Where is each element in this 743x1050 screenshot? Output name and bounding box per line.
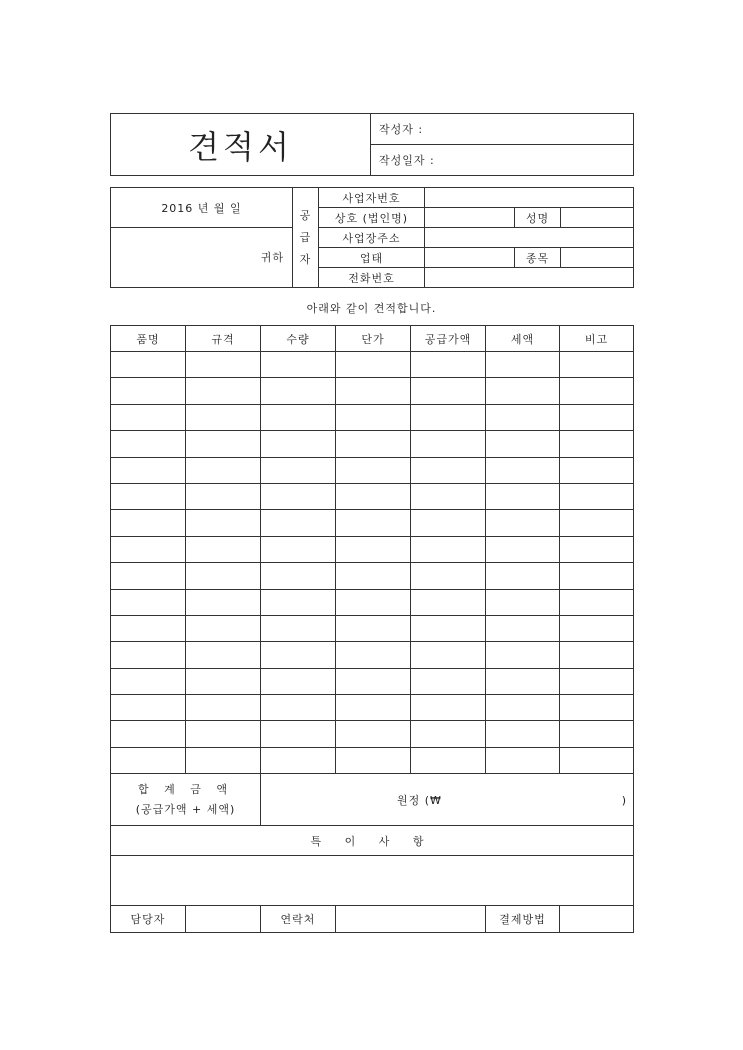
item-cell[interactable]: [336, 510, 411, 536]
item-cell[interactable]: [560, 721, 634, 747]
col-tax: 세액: [486, 326, 560, 352]
name-label: 성명: [515, 208, 561, 228]
items-table: [110, 325, 634, 933]
special-notes-row: [111, 856, 634, 906]
item-cell[interactable]: [186, 404, 261, 430]
table-row: [111, 510, 634, 536]
special-notes-field[interactable]: [111, 856, 634, 906]
table-row: [111, 404, 634, 430]
supplier-side-label: [293, 188, 319, 288]
contact-label: 연락처: [261, 906, 336, 933]
item-cell[interactable]: [486, 404, 560, 430]
item-cell[interactable]: [560, 378, 634, 404]
item-cell[interactable]: [186, 431, 261, 457]
item-cell[interactable]: [336, 457, 411, 483]
item-cell[interactable]: [411, 747, 486, 773]
item-cell[interactable]: [261, 431, 336, 457]
table-row: [111, 483, 634, 509]
business-item-value[interactable]: [561, 248, 634, 268]
table-row: [111, 695, 634, 721]
business-no-value[interactable]: [425, 188, 634, 208]
item-cell[interactable]: [336, 615, 411, 641]
won-prefix: 원정 (₩: [397, 793, 442, 807]
item-cell[interactable]: [336, 721, 411, 747]
address-label: 사업장주소: [319, 228, 425, 248]
special-notes-label: 특 이 사 항: [111, 826, 634, 856]
business-item-label: 종목: [515, 248, 561, 268]
item-cell[interactable]: [411, 589, 486, 615]
item-cell[interactable]: [261, 721, 336, 747]
item-cell[interactable]: [560, 510, 634, 536]
supplier-char-2: 급: [299, 230, 312, 244]
supplier-block: [110, 187, 634, 288]
item-cell[interactable]: [411, 404, 486, 430]
item-cell[interactable]: [411, 642, 486, 668]
item-cell[interactable]: [186, 668, 261, 694]
item-cell[interactable]: [411, 668, 486, 694]
item-cell[interactable]: [261, 563, 336, 589]
company-value[interactable]: [425, 208, 515, 228]
item-cell[interactable]: [261, 378, 336, 404]
item-cell[interactable]: [261, 457, 336, 483]
item-cell[interactable]: [560, 404, 634, 430]
item-cell[interactable]: [186, 457, 261, 483]
item-cell[interactable]: [261, 668, 336, 694]
phone-label: 전화번호: [319, 268, 425, 288]
item-cell[interactable]: [411, 431, 486, 457]
payment-label: 결제방법: [486, 906, 560, 933]
col-item-name: 품명: [111, 326, 186, 352]
won-suffix: ): [621, 793, 627, 807]
total-label-line2: (공급가액 + 세액): [135, 802, 236, 816]
table-row: [111, 747, 634, 773]
item-cell[interactable]: [186, 483, 261, 509]
item-cell[interactable]: [411, 510, 486, 536]
table-row: [111, 615, 634, 641]
item-cell[interactable]: [486, 642, 560, 668]
item-cell[interactable]: [560, 695, 634, 721]
item-cell[interactable]: [186, 615, 261, 641]
item-cell[interactable]: [111, 378, 186, 404]
quote-note: 아래와 같이 견적합니다.: [306, 302, 437, 315]
item-cell[interactable]: [411, 483, 486, 509]
item-cell[interactable]: [336, 378, 411, 404]
item-cell[interactable]: [486, 721, 560, 747]
item-cell[interactable]: [111, 642, 186, 668]
item-cell[interactable]: [261, 510, 336, 536]
item-cell[interactable]: [560, 483, 634, 509]
special-notes-header-row: [111, 826, 634, 856]
item-cell[interactable]: [186, 563, 261, 589]
item-cell[interactable]: [336, 668, 411, 694]
item-cell[interactable]: [560, 457, 634, 483]
item-cell[interactable]: [560, 615, 634, 641]
total-row: [111, 774, 634, 826]
table-row: [111, 668, 634, 694]
item-cell[interactable]: [261, 589, 336, 615]
item-cell[interactable]: [186, 352, 261, 378]
phone-value[interactable]: [425, 268, 634, 288]
business-type-label: 업태: [319, 248, 425, 268]
col-unit-price: 단가: [336, 326, 411, 352]
col-remarks: 비고: [560, 326, 634, 352]
item-cell[interactable]: [560, 668, 634, 694]
business-no-label: 사업자번호: [319, 188, 425, 208]
supplier-char-3: 자: [299, 252, 312, 266]
item-cell[interactable]: [111, 589, 186, 615]
item-cell[interactable]: [336, 747, 411, 773]
document-title: 견적서: [111, 114, 371, 176]
total-label: [111, 774, 261, 826]
item-cell[interactable]: [111, 721, 186, 747]
table-row: [111, 721, 634, 747]
item-cell[interactable]: [261, 642, 336, 668]
item-cell[interactable]: [336, 536, 411, 562]
item-cell[interactable]: [336, 431, 411, 457]
col-supply-amount: 공급가액: [411, 326, 486, 352]
table-row: [111, 563, 634, 589]
item-cell[interactable]: [186, 589, 261, 615]
item-cell[interactable]: [261, 483, 336, 509]
item-cell[interactable]: [560, 536, 634, 562]
item-cell[interactable]: [336, 589, 411, 615]
item-cell[interactable]: [111, 352, 186, 378]
item-cell[interactable]: [486, 615, 560, 641]
payment-value[interactable]: [560, 906, 634, 933]
item-cell[interactable]: [411, 563, 486, 589]
items-header-row: [111, 326, 634, 352]
item-cell[interactable]: [411, 695, 486, 721]
table-row: [111, 642, 634, 668]
item-cell[interactable]: [486, 563, 560, 589]
address-value[interactable]: [425, 228, 634, 248]
item-cell[interactable]: [486, 510, 560, 536]
item-cell[interactable]: [411, 721, 486, 747]
item-cell[interactable]: [261, 615, 336, 641]
business-type-value[interactable]: [425, 248, 515, 268]
item-cell[interactable]: [336, 642, 411, 668]
item-cell[interactable]: [186, 642, 261, 668]
item-cell[interactable]: [560, 352, 634, 378]
document-header: [110, 113, 634, 176]
company-label: 상호 (법인명): [319, 208, 425, 228]
col-spec: 규격: [186, 326, 261, 352]
name-value[interactable]: [561, 208, 634, 228]
contact-value[interactable]: [336, 906, 486, 933]
item-cell[interactable]: [111, 431, 186, 457]
item-cell[interactable]: [486, 431, 560, 457]
item-cell[interactable]: [261, 404, 336, 430]
item-cell[interactable]: [111, 695, 186, 721]
item-cell[interactable]: [411, 378, 486, 404]
item-cell[interactable]: [411, 352, 486, 378]
col-qty: 수량: [261, 326, 336, 352]
table-row: [111, 536, 634, 562]
table-row: [111, 457, 634, 483]
item-cell[interactable]: [486, 668, 560, 694]
item-cell[interactable]: [560, 589, 634, 615]
recipient-cell[interactable]: 귀하: [111, 228, 293, 288]
item-cell[interactable]: [336, 695, 411, 721]
item-cell[interactable]: [111, 668, 186, 694]
item-cell[interactable]: [186, 378, 261, 404]
manager-label: 담당자: [111, 906, 186, 933]
item-cell[interactable]: [111, 457, 186, 483]
item-cell[interactable]: [486, 536, 560, 562]
item-cell[interactable]: [261, 695, 336, 721]
item-cell[interactable]: [186, 721, 261, 747]
item-cell[interactable]: [261, 536, 336, 562]
item-cell[interactable]: [111, 536, 186, 562]
item-cell[interactable]: [111, 483, 186, 509]
item-cell[interactable]: [560, 563, 634, 589]
item-cell[interactable]: [486, 483, 560, 509]
item-cell[interactable]: [336, 483, 411, 509]
item-cell[interactable]: [261, 747, 336, 773]
item-cell[interactable]: [111, 510, 186, 536]
item-cell[interactable]: [560, 642, 634, 668]
item-cell[interactable]: [186, 510, 261, 536]
item-cell[interactable]: [261, 352, 336, 378]
item-cell[interactable]: [186, 695, 261, 721]
item-cell[interactable]: [111, 404, 186, 430]
item-cell[interactable]: [486, 747, 560, 773]
item-cell[interactable]: [111, 615, 186, 641]
total-label-line1: 합 계 금 액: [138, 782, 233, 796]
item-cell[interactable]: [486, 695, 560, 721]
date-field[interactable]: 작성일자 :: [371, 145, 634, 176]
table-row: [111, 352, 634, 378]
item-cell[interactable]: [336, 563, 411, 589]
table-row: [111, 378, 634, 404]
supplier-char-1: 공: [299, 208, 312, 222]
item-cell[interactable]: [336, 352, 411, 378]
total-amount-field[interactable]: [261, 774, 634, 826]
item-cell[interactable]: [111, 563, 186, 589]
item-cell[interactable]: [411, 536, 486, 562]
item-cell[interactable]: [486, 457, 560, 483]
item-cell[interactable]: [411, 457, 486, 483]
item-cell[interactable]: [336, 404, 411, 430]
quote-date[interactable]: 2016 년 월 일: [111, 188, 293, 228]
item-cell[interactable]: [111, 747, 186, 773]
item-cell[interactable]: [486, 352, 560, 378]
table-row: [111, 431, 634, 457]
footer-row: [111, 906, 634, 933]
item-cell[interactable]: [560, 431, 634, 457]
item-cell[interactable]: [560, 747, 634, 773]
item-cell[interactable]: [186, 536, 261, 562]
item-cell[interactable]: [186, 747, 261, 773]
item-cell[interactable]: [486, 589, 560, 615]
manager-value[interactable]: [186, 906, 261, 933]
item-cell[interactable]: [411, 615, 486, 641]
author-field[interactable]: 작성자 :: [371, 114, 634, 145]
item-cell[interactable]: [486, 378, 560, 404]
table-row: [111, 589, 634, 615]
